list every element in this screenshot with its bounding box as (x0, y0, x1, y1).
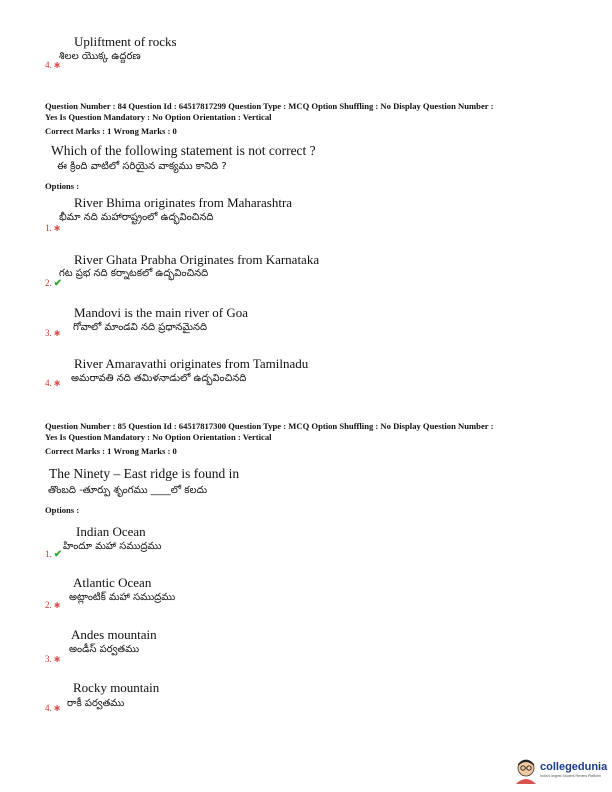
question-meta-line2: Yes Is Question Mandatory : No Option Orientation : Vertical (45, 112, 272, 122)
option-telugu-text: హిందూ మహా సముద్రము (63, 541, 162, 552)
question-meta-line1: Question Number : 84 Question Id : 64517817299 Question Type : MCQ Option Shuffling : No Display Question Number : (45, 101, 494, 111)
student-avatar-icon (514, 758, 538, 784)
correct-check-icon: ✔ (53, 278, 63, 289)
option-telugu-text: అండీస్ పర్వతము (69, 644, 140, 655)
option-english-text: Indian Ocean (76, 524, 146, 539)
option-english-text: River Amaravathi originates from Tamilnadu (74, 356, 309, 371)
option-number-label: 2. (45, 600, 52, 610)
options-label: Options : (45, 505, 80, 515)
option-number (45, 549, 62, 560)
option-telugu-text: అట్లాంటిక్ మహా సముద్రము (69, 592, 176, 603)
option-number (45, 328, 60, 338)
option-english-text: Upliftment of rocks (74, 34, 177, 49)
option-number-label: 2. (45, 278, 52, 288)
option-english-text: Rocky mountain (73, 680, 160, 695)
option-number-label: 4. (45, 60, 52, 70)
option-telugu-text: రాకీ పర్వతము (67, 698, 125, 709)
option-english-text: Mandovi is the main river of Goa (74, 305, 249, 320)
question-english-text: Which of the following statement is not correct ? (51, 143, 316, 158)
question-telugu-text: తొంబది -తూర్పు శృంగము ____లో కలదు (48, 485, 208, 496)
option-number-label: 1. (45, 549, 52, 559)
wrong-mark-icon: ✱ (53, 601, 61, 610)
option-number (45, 654, 60, 664)
option-number-label: 1. (45, 223, 52, 233)
question-english-text: The Ninety – East ridge is found in (49, 466, 240, 481)
wrong-mark-icon: ✱ (53, 61, 61, 70)
option-telugu-text: అమరావతి నది తమిళనాడులో ఉద్భవించినది (71, 373, 247, 384)
wrong-mark-icon: ✱ (53, 655, 61, 664)
option-number (45, 278, 62, 289)
question-meta-line2: Yes Is Question Mandatory : No Option Orientation : Vertical (45, 432, 272, 442)
brand-logo-subtitle: India's largest Student Review Platform (540, 774, 601, 778)
option-number (45, 378, 60, 388)
option-number-label: 3. (45, 328, 52, 338)
option-english-text: River Ghata Prabha Originates from Karnataka (74, 252, 320, 267)
option-english-text: Atlantic Ocean (73, 575, 152, 590)
brand-logo-text: collegedunia (540, 761, 608, 773)
option-number-label: 4. (45, 378, 52, 388)
question-marks: Correct Marks : 1 Wrong Marks : 0 (45, 126, 177, 136)
wrong-mark-icon: ✱ (53, 329, 61, 338)
option-number (45, 223, 60, 233)
wrong-mark-icon: ✱ (53, 224, 61, 233)
option-number-label: 4. (45, 703, 52, 713)
option-number (45, 600, 60, 610)
option-telugu-text: శిలల యొక్క ఉద్దరణ (59, 51, 141, 62)
question-meta-line1: Question Number : 85 Question Id : 64517817300 Question Type : MCQ Option Shuffling : No Display Question Number : (45, 421, 494, 431)
question-telugu-text: ఈ క్రింది వాటిలో సరియైన వాక్యము కానిది ? (57, 161, 227, 172)
option-telugu-text: భీమా నది మహారాష్ట్రంలో ఉద్భవించినది (59, 212, 214, 223)
option-english-text: Andes mountain (71, 627, 157, 642)
option-number-label: 3. (45, 654, 52, 664)
option-number (45, 60, 60, 70)
wrong-mark-icon: ✱ (53, 704, 61, 713)
options-label: Options : (45, 181, 80, 191)
option-telugu-text: గట ప్రభ నది కర్నాటకలో ఉద్భవించినది (59, 268, 209, 279)
question-marks: Correct Marks : 1 Wrong Marks : 0 (45, 446, 177, 456)
correct-check-icon: ✔ (53, 549, 63, 560)
option-telugu-text: గోవాలో మాండవి నది ప్రధానమైనది (73, 322, 208, 333)
wrong-mark-icon: ✱ (53, 379, 61, 388)
option-english-text: River Bhima originates from Maharashtra (74, 195, 293, 210)
option-number (45, 703, 60, 713)
